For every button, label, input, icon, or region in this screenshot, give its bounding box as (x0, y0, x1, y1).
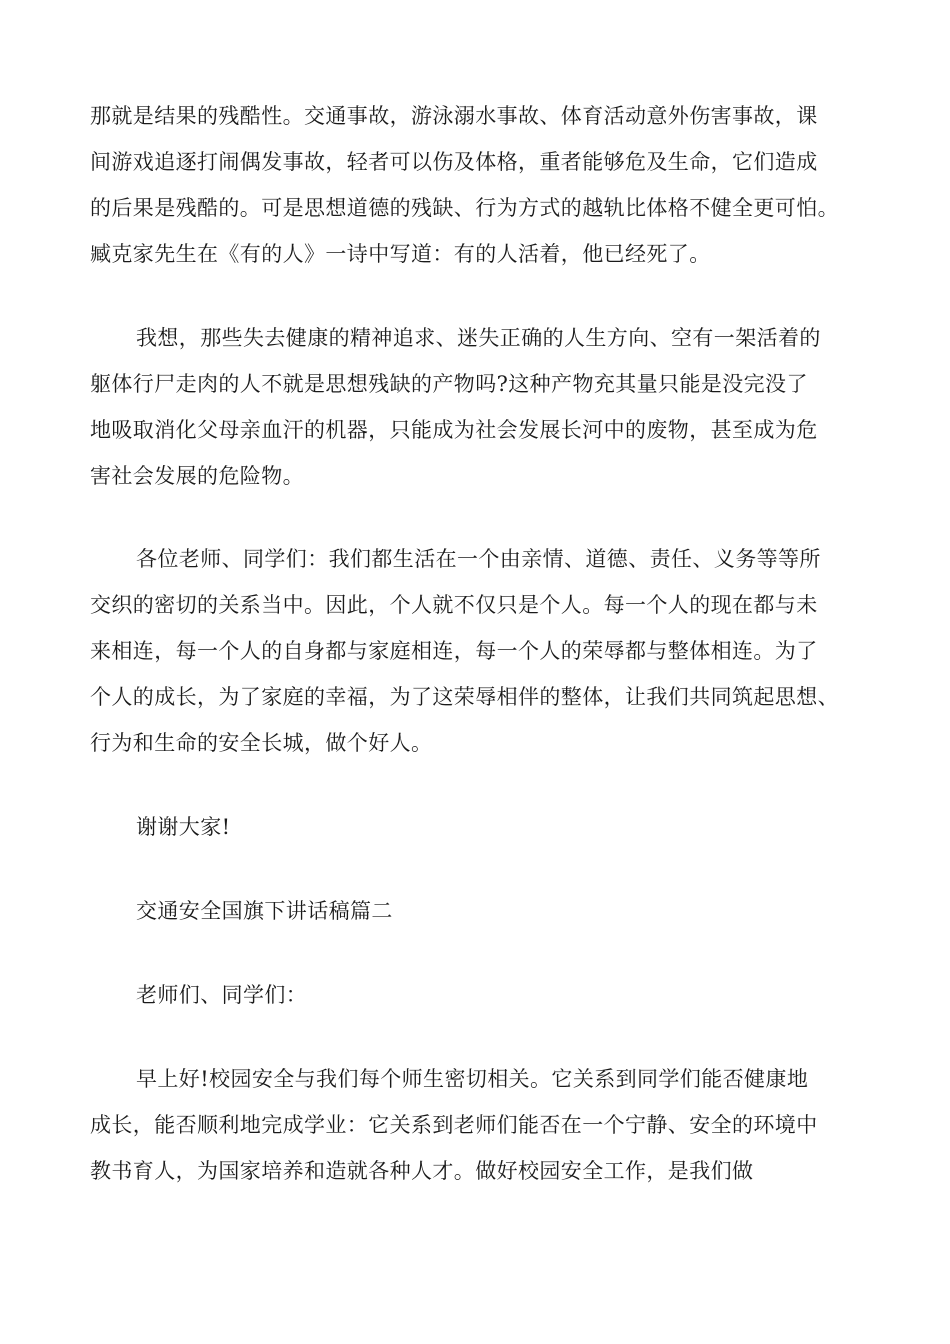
paragraph-2-line-3: 地吸取消化父母亲血汗的机器，只能成为社会发展长河中的废物，甚至成为危 (90, 418, 818, 442)
paragraph-2-line-1: 我想，那些失去健康的精神追求、迷失正确的人生方向、空有一架活着的 (136, 326, 821, 350)
paragraph-1-line-3: 的后果是残酷的。可是思想道德的残缺、行为方式的越轨比体格不健全更可怕。 (90, 196, 839, 220)
paragraph-1-line-4: 臧克家先生在《有的人》一诗中写道：有的人活着，他已经死了。 (90, 242, 711, 266)
paragraph-3-line-4: 个人的成长，为了家庭的幸福，为了这荣辱相伴的整体，让我们共同筑起思想、 (90, 685, 839, 709)
greeting: 老师们、同学们： (136, 983, 308, 1007)
paragraph-2-line-4: 害社会发展的危险物。 (90, 464, 304, 488)
paragraph-3-line-2: 交织的密切的关系当中。因此，个人就不仅只是个人。每一个人的现在都与未 (90, 593, 818, 617)
paragraph-2-line-2: 躯体行尸走肉的人不就是思想残缺的产物吗?这种产物充其量只能是没完没了 (90, 372, 808, 396)
paragraph-1-line-1: 那就是结果的残酷性。交通事故，游泳溺水事故、体育活动意外伤害事故，课 (90, 104, 818, 128)
closing-thanks: 谢谢大家! (136, 815, 231, 839)
paragraph-4-line-3: 教书育人，为国家培养和造就各种人才。做好校园安全工作，是我们做 (90, 1159, 754, 1183)
paragraph-3-line-1: 各位老师、同学们：我们都生活在一个由亲情、道德、责任、义务等等所 (136, 547, 821, 571)
section-heading: 交通安全国旗下讲话稿篇二 (136, 899, 393, 923)
paragraph-4-line-2: 成长，能否顺利地完成学业：它关系到老师们能否在一个宁静、安全的环境中 (90, 1113, 818, 1137)
paragraph-1-line-2: 间游戏追逐打闹偶发事故，轻者可以伤及体格，重者能够危及生命，它们造成 (90, 150, 818, 174)
paragraph-3-line-3: 来相连，每一个人的自身都与家庭相连，每一个人的荣辱都与整体相连。为了 (90, 639, 818, 663)
paragraph-3-line-5: 行为和生命的安全长城，做个好人。 (90, 731, 433, 755)
paragraph-4-line-1: 早上好!校园安全与我们每个师生密切相关。它关系到同学们能否健康地 (136, 1067, 809, 1091)
